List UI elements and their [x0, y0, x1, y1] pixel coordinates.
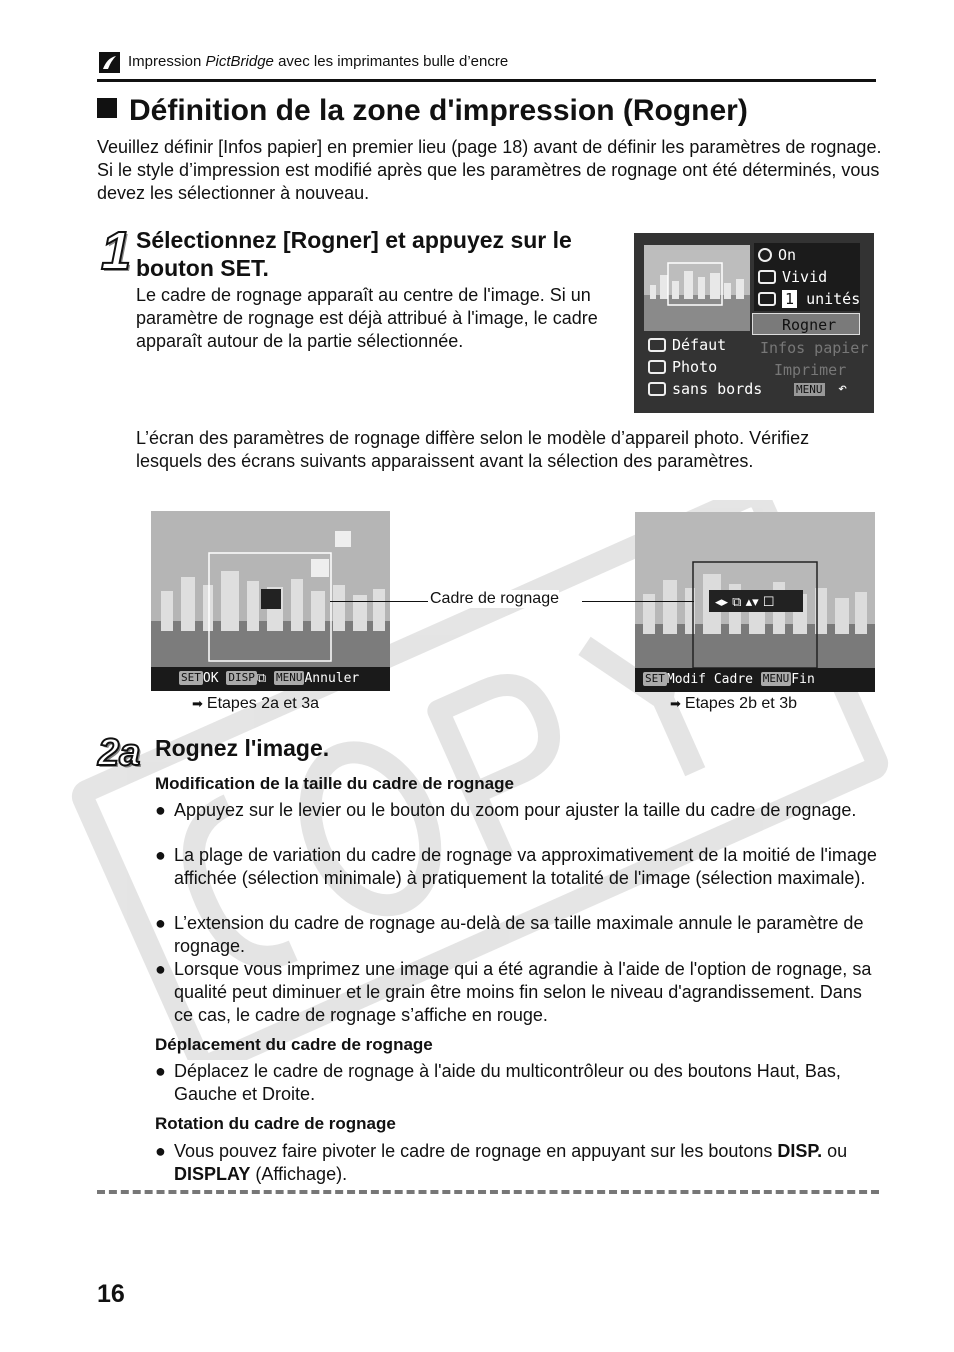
date-option[interactable]: On: [758, 246, 796, 264]
bullet-item: ● La plage de variation du cadre de rognage va approximativement de la moitié de l'image affichée (sélection minimale) à pratiquement la totalité de l'image (sélection maximale).: [155, 845, 877, 888]
bullet-item: ● Appuyez sur le levier ou le bouton du zoom pour ajuster la taille du cadre de rognage.: [155, 800, 857, 820]
thumbnail-image: [644, 245, 750, 331]
svg-text:◂▸ ⧉ ▴▾ ☐: ◂▸ ⧉ ▴▾ ☐: [715, 595, 775, 610]
effect-option[interactable]: Vivid: [758, 268, 827, 286]
bullet-item: ● L’extension du cadre de rognage au-delà de sa taille maximale annule le paramètre de rognage.: [155, 913, 864, 956]
ref-left: ➡ Etapes 2a et 3a: [192, 695, 319, 712]
bullet-item: ● Lorsque vous imprimez une image qui a été agrandie à l'aide de l'option de rognage, sa qualité peut diminuer et le grain être moins fin selon le niveau d'agrandissement. Dans ce cas, le cadre de rognage s’affiche en rouge.: [155, 959, 872, 1025]
running-header: [97, 50, 876, 82]
crop-image-b: [635, 512, 875, 692]
bullet-dot-icon: ●: [155, 1141, 166, 1161]
style-borderless: sans bords: [648, 380, 762, 398]
ref-right: ➡ Etapes 2b et 3b: [670, 695, 797, 712]
step1-title: Sélectionnez [Rogner] et appuyez sur le bouton SET.: [136, 227, 572, 281]
arrow-right-icon: ➡: [192, 696, 203, 711]
step1-text: Le cadre de rognage apparaît au centre de l'image. Si un paramètre de rognage est déjà attribué à l'image, le cadre apparaît autour de la partie sélectionnée.: [136, 285, 598, 351]
crop-option[interactable]: Rogner: [782, 316, 837, 334]
crop-screen-b: [635, 512, 875, 692]
step2a-title: Rognez l'image.: [155, 735, 330, 761]
arrow-right-icon: ➡: [670, 696, 681, 711]
camera-menu-screen: [634, 233, 874, 413]
crop-frame-callout: Cadre de rognage: [430, 590, 559, 607]
callout-line-left: [330, 601, 428, 602]
print-option[interactable]: Imprimer: [774, 361, 847, 379]
bullet-dot-icon: ●: [155, 800, 166, 820]
size-heading: Modification de la taille du cadre de rognage: [155, 774, 514, 793]
section-title: Définition de la zone d'impression (Rogner): [97, 94, 748, 128]
copies-option[interactable]: 1 unités: [758, 290, 860, 308]
bullet-dot-icon: ●: [155, 959, 166, 979]
style-photo: Photo: [648, 358, 717, 376]
model-note: L’écran des paramètres de rognage diffère selon le modèle d’appareil photo. Vérifiez lesquels des écrans suivants apparaissent avant la sélection des paramètres.: [136, 428, 810, 471]
bullet-item: ● Vous pouvez faire pivoter le cadre de rognage en appuyant sur les boutons DISP. ou DISPLAY (Affichage).: [155, 1141, 848, 1184]
bullet-dot-icon: ●: [155, 913, 166, 933]
square-bullet-icon: [97, 98, 117, 118]
bullet-item: ● Déplacez le cadre de rognage à l'aide du multicontrôleur ou des boutons Haut, Bas, Gauche et Droite.: [155, 1061, 841, 1104]
dashed-divider: [97, 1190, 879, 1194]
step-number-1: 1: [101, 221, 132, 281]
page-number: 16: [97, 1280, 125, 1308]
bullet-dot-icon: ●: [155, 1061, 166, 1081]
bottom-bar-a: SET OK DISP ⧉ MENU Annuler: [151, 667, 390, 691]
intro-paragraph: Veuillez définir [Infos papier] en premier lieu (page 18) avant de définir les paramètres de rognage. Si le style d’impression est modifié après que les paramètres de rognage ont été déterminés, vous devez les sélectionner à nouveau.: [97, 137, 882, 203]
back-icon: ↶: [838, 379, 848, 397]
step-number-2a: 2a: [98, 732, 141, 774]
menu-tag: MENU: [796, 383, 823, 396]
callout-line-right: [582, 601, 694, 602]
move-heading: Déplacement du cadre de rognage: [155, 1035, 433, 1054]
paper-option[interactable]: Infos papier: [760, 339, 869, 357]
bottom-bar-b: SET Modif Cadre MENU Fin: [635, 668, 875, 692]
header-text: Impression PictBridge avec les imprimantes bulle d’encre: [128, 53, 509, 70]
style-default: Défaut: [648, 336, 726, 354]
rotate-heading: Rotation du cadre de rognage: [155, 1114, 396, 1133]
print-icon: [99, 52, 120, 73]
bullet-dot-icon: ●: [155, 845, 166, 865]
